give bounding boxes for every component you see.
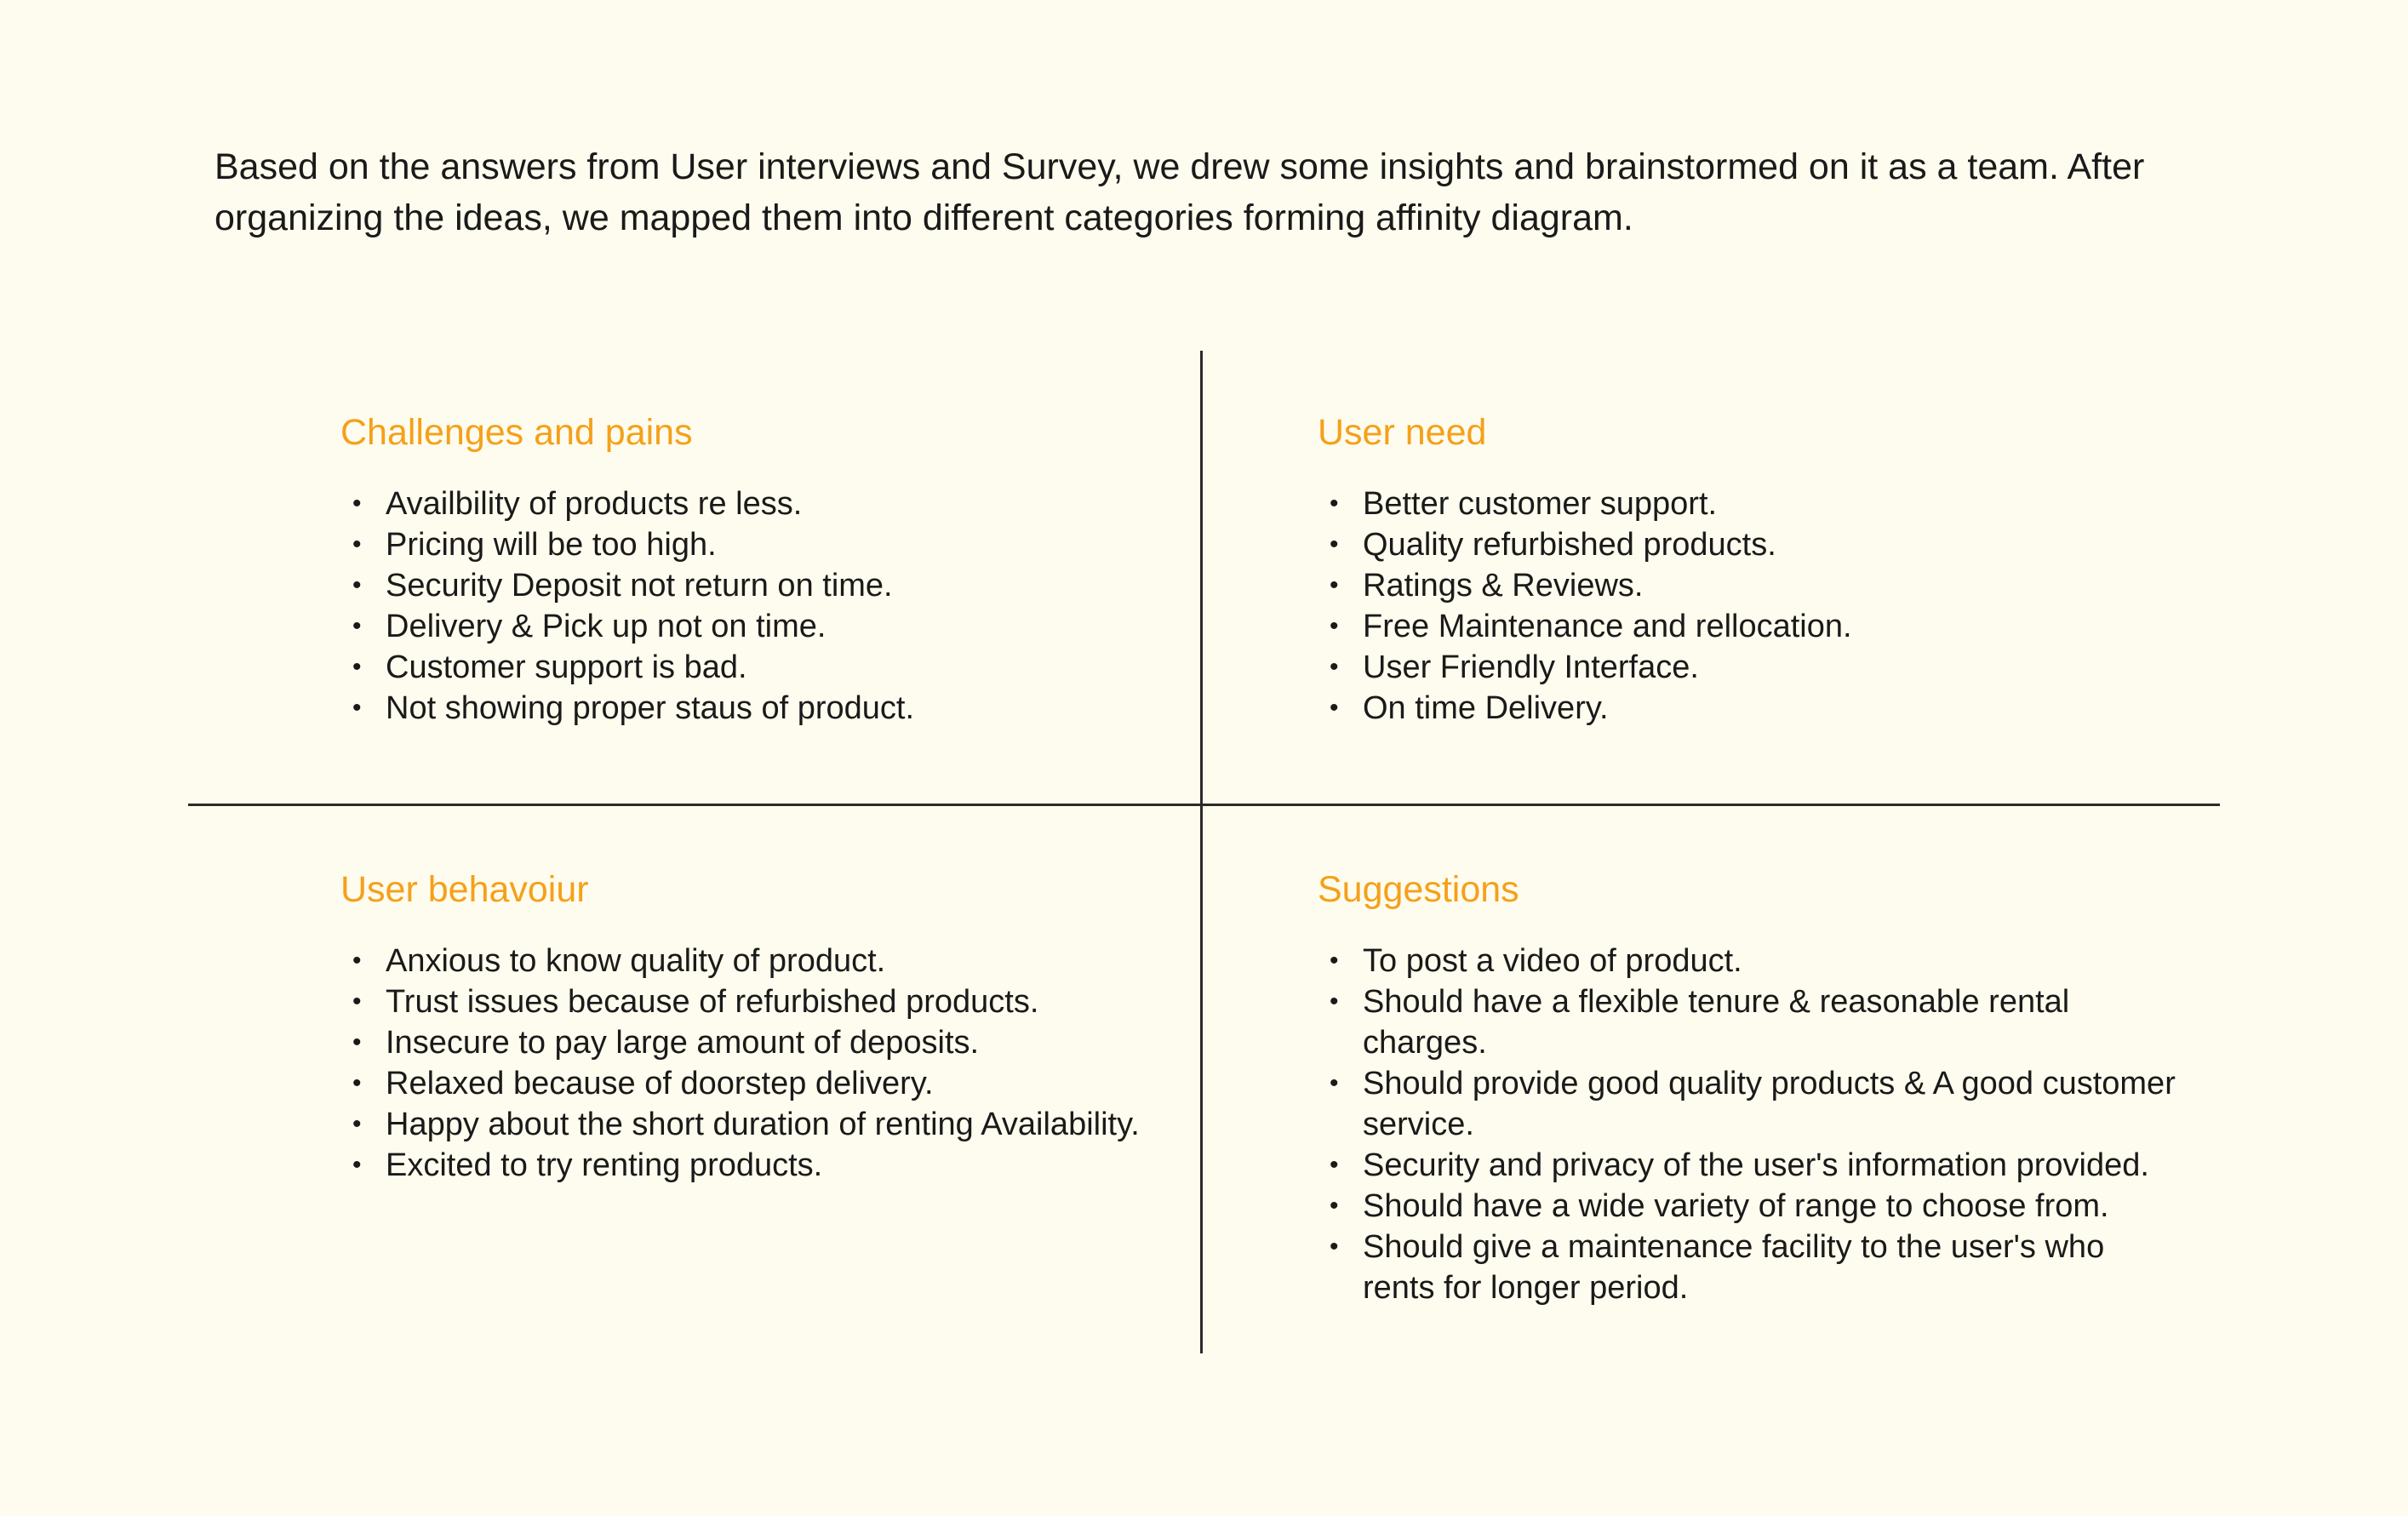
bullet-icon: • bbox=[352, 653, 362, 681]
bullet-icon: • bbox=[1330, 571, 1339, 599]
bullet-icon: • bbox=[352, 694, 362, 722]
list-item-text: Should give a maintenance facility to the user's who rents for longer period. bbox=[1363, 1229, 2105, 1306]
bullet-icon: • bbox=[1330, 1151, 1339, 1179]
list-item bbox=[1318, 647, 2177, 688]
list-item bbox=[1318, 565, 2177, 606]
list-item-text: Security and privacy of the user's information provided. bbox=[1363, 1147, 2149, 1183]
bullet-icon: • bbox=[1330, 653, 1339, 681]
quadrant-title: User need bbox=[1318, 412, 1487, 453]
quadrant-title: Challenges and pains bbox=[340, 412, 693, 453]
list-item bbox=[1318, 1063, 2177, 1145]
quadrant-list bbox=[340, 483, 1158, 729]
list-item bbox=[340, 981, 1158, 1022]
quadrant-suggestions bbox=[1318, 864, 2177, 1308]
list-item-text: Pricing will be too high. bbox=[386, 527, 717, 563]
list-item bbox=[340, 1104, 1158, 1145]
list-item-text: Security Deposit not return on time. bbox=[386, 568, 893, 604]
quadrant-list bbox=[1318, 483, 2177, 729]
list-item bbox=[1318, 524, 2177, 565]
list-item-text: Delivery & Pick up not on time. bbox=[386, 609, 826, 644]
intro-text: Based on the answers from User interviews and Survey, we drew some insights and brainstormed on it as a team. After organizing the ideas, we mapped them into different categories forming affinity diagram. bbox=[214, 146, 2145, 238]
list-item-text: Should have a flexible tenure & reasonable rental charges. bbox=[1363, 984, 2070, 1061]
quadrant-list bbox=[1318, 941, 2177, 1308]
list-item-text: User Friendly Interface. bbox=[1363, 649, 1699, 685]
list-item-text: Not showing proper staus of product. bbox=[386, 690, 915, 726]
list-item-text: Excited to try renting products. bbox=[386, 1147, 823, 1183]
list-item bbox=[340, 688, 1158, 729]
bullet-icon: • bbox=[352, 489, 362, 518]
list-item-text: Ratings & Reviews. bbox=[1363, 568, 1644, 604]
list-item bbox=[340, 606, 1158, 647]
list-item bbox=[340, 1022, 1158, 1063]
vertical-divider bbox=[1200, 351, 1203, 1353]
quadrant-title: User behavoiur bbox=[340, 869, 589, 910]
bullet-icon: • bbox=[1330, 1069, 1339, 1097]
list-item bbox=[1318, 981, 2177, 1063]
quadrant-list bbox=[340, 941, 1158, 1186]
bullet-icon: • bbox=[352, 530, 362, 558]
list-item-text: Free Maintenance and rellocation. bbox=[1363, 609, 1852, 644]
horizontal-divider bbox=[188, 804, 2220, 806]
list-item bbox=[1318, 941, 2177, 981]
bullet-icon: • bbox=[1330, 1233, 1339, 1261]
quadrant-user-need bbox=[1318, 407, 2177, 729]
list-item-text: Quality refurbished products. bbox=[1363, 527, 1776, 563]
bullet-icon: • bbox=[1330, 987, 1339, 1015]
bullet-icon: • bbox=[352, 1069, 362, 1097]
bullet-icon: • bbox=[1330, 489, 1339, 518]
bullet-icon: • bbox=[1330, 612, 1339, 640]
quadrant-title: Suggestions bbox=[1318, 869, 1519, 910]
list-item bbox=[1318, 606, 2177, 647]
list-item-text: Availbility of products re less. bbox=[386, 486, 803, 522]
list-item bbox=[340, 565, 1158, 606]
list-item-text: Happy about the short duration of renting Availability. bbox=[386, 1107, 1140, 1142]
list-item-text: To post a video of product. bbox=[1363, 943, 1742, 979]
list-item-text: Better customer support. bbox=[1363, 486, 1718, 522]
list-item bbox=[1318, 1145, 2177, 1186]
list-item-text: Should provide good quality products & A good customer service. bbox=[1363, 1066, 2176, 1142]
bullet-icon: • bbox=[352, 1151, 362, 1179]
list-item-text: Insecure to pay large amount of deposits. bbox=[386, 1025, 980, 1061]
bullet-icon: • bbox=[352, 612, 362, 640]
bullet-icon: • bbox=[352, 1028, 362, 1056]
list-item-text: Relaxed because of doorstep delivery. bbox=[386, 1066, 934, 1101]
list-item-text: Anxious to know quality of product. bbox=[386, 943, 886, 979]
list-item bbox=[340, 524, 1158, 565]
list-item bbox=[340, 941, 1158, 981]
list-item bbox=[1318, 483, 2177, 524]
list-item bbox=[340, 1145, 1158, 1186]
list-item bbox=[1318, 1227, 2177, 1308]
bullet-icon: • bbox=[1330, 947, 1339, 975]
list-item bbox=[1318, 1186, 2177, 1227]
bullet-icon: • bbox=[352, 947, 362, 975]
list-item-text: On time Delivery. bbox=[1363, 690, 1609, 726]
bullet-icon: • bbox=[352, 1110, 362, 1138]
list-item bbox=[1318, 688, 2177, 729]
list-item-text: Should have a wide variety of range to choose from. bbox=[1363, 1188, 2109, 1224]
list-item bbox=[340, 483, 1158, 524]
bullet-icon: • bbox=[1330, 694, 1339, 722]
bullet-icon: • bbox=[352, 987, 362, 1015]
quadrant-user-behaviour bbox=[340, 864, 1158, 1186]
list-item-text: Customer support is bad. bbox=[386, 649, 747, 685]
list-item-text: Trust issues because of refurbished products. bbox=[386, 984, 1039, 1020]
bullet-icon: • bbox=[352, 571, 362, 599]
quadrant-challenges-and-pains bbox=[340, 407, 1158, 729]
bullet-icon: • bbox=[1330, 1192, 1339, 1220]
list-item bbox=[340, 647, 1158, 688]
bullet-icon: • bbox=[1330, 530, 1339, 558]
list-item bbox=[340, 1063, 1158, 1104]
